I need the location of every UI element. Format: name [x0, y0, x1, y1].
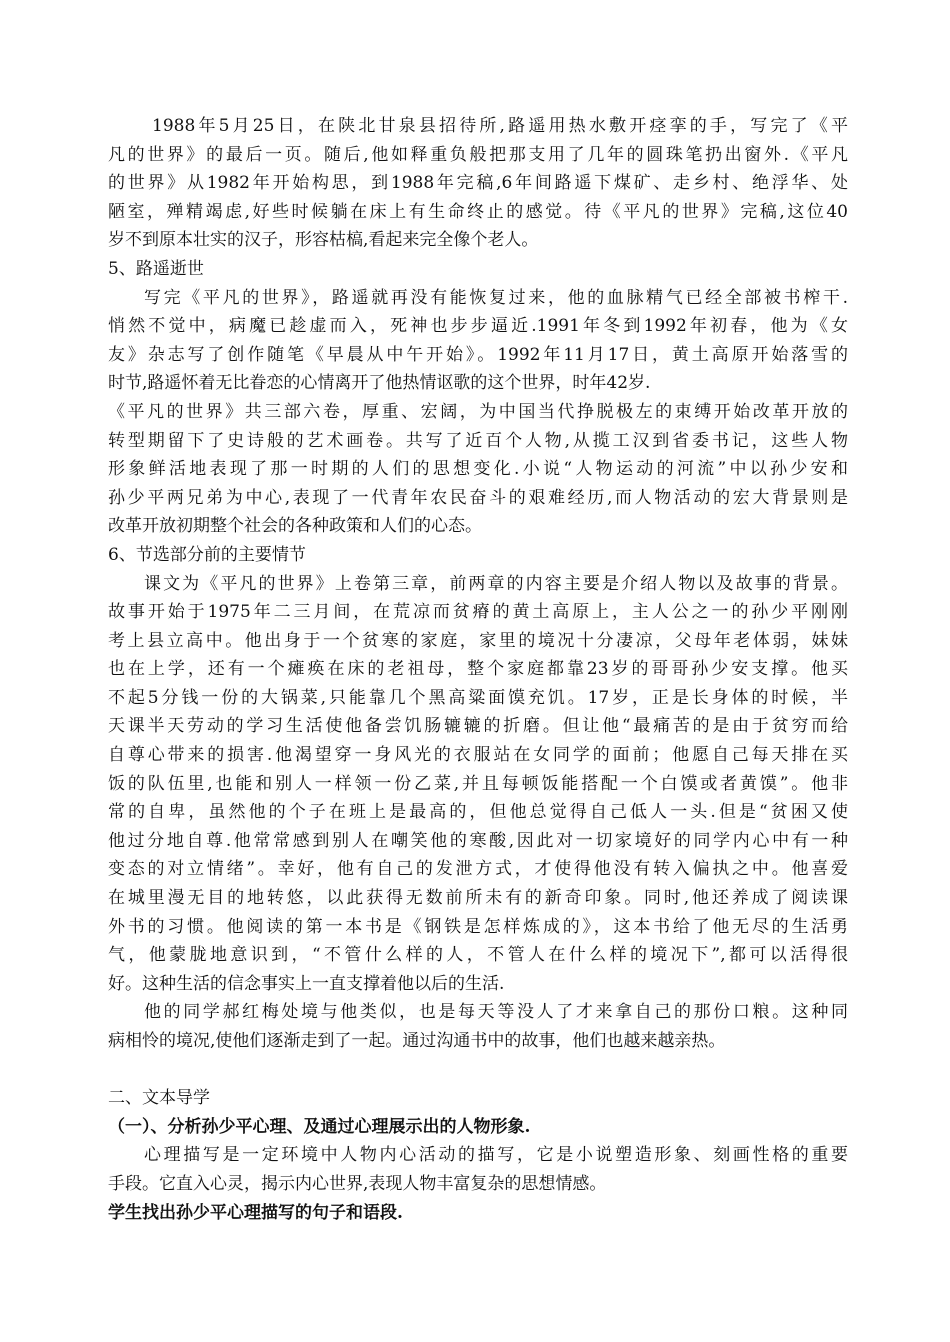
paragraph-line: 变态的对立情绪”。幸好，他有自己的发泄方式，才使得他没有转入偏执之中。他喜爱	[108, 859, 848, 880]
paragraph-line: 友》杂志写了创作随笔《早晨从中午开始》。1992年11月17日，黄土高原开始落雪的	[108, 344, 848, 365]
paragraph-line: 课文为《平凡的世界》上卷第三章，前两章的内容主要是介绍人物以及故事的背景。	[144, 573, 848, 594]
paragraph-line: 1988年5月25日，在陕北甘泉县招待所,路遥用热水敷开痉挛的手，写完了《平	[152, 116, 848, 136]
task-instruction: 学生找出孙少平心理描写的句子和语段.	[108, 1202, 403, 1223]
paragraph-line: 故事开始于1975年二三月间，在荒凉而贫瘠的黄土高原上，主人公之一的孙少平刚刚	[108, 602, 848, 623]
paragraph-line: 写完《平凡的世界》，路遥就再没有能恢复过来，他的血脉精气已经全部被书榨干.	[144, 287, 848, 308]
paragraph-line: 天课半天劳动的学习生活使他备尝饥肠辘辘的折磨。但让他“最痛苦的是由于贫穷而给	[108, 716, 848, 737]
paragraph-line: 陋室，殚精竭虑,好些时候躺在床上有生命终止的感觉。待《平凡的世界》完稿,这位40	[108, 201, 848, 222]
section-heading-2: 二、文本导学	[108, 1088, 210, 1109]
paragraph-line: 好。这种生活的信念事实上一直支撑着他以后的生活.	[108, 973, 505, 994]
paragraph-line: 他的同学郝红梅处境与他类似，也是每天等没人了才来拿自己的那份口粮。这种同	[144, 1002, 848, 1023]
paragraph-line: 考上县立高中。他出身于一个贫寒的家庭，家里的境况十分凄凉，父母年老体弱，妹妹	[108, 630, 848, 651]
paragraph-line: 手段。它直入心灵，揭示内心世界,表现人物丰富复杂的思想情感。	[108, 1173, 607, 1194]
paragraph-line: 岁不到原本壮实的汉子，形容枯槁,看起来完全像个老人。	[108, 230, 539, 251]
paragraph-line: 不起5分钱一份的大锅菜,只能靠几个黑高粱面馍充饥。17岁，正是长身体的时候，半	[108, 687, 848, 708]
paragraph-line: 悄然不觉中，病魔已趁虚而入，死神也步步逼近.1991年冬到1992年初春，他为《女	[108, 316, 848, 337]
paragraph-line: 饭的队伍里,也能和别人一样领一份乙菜,并且每顿饭能搭配一个白馍或者黄馍”。他非	[108, 773, 848, 794]
section-heading-5: 5、路遥逝世	[108, 258, 204, 279]
paragraph-line: 外书的习惯。他阅读的第一本书是《钢铁是怎样炼成的》，这本书给了他无尽的生活勇	[108, 916, 848, 937]
paragraph-line: 形象鲜活地表现了那一时期的人们的思想变化.小说“人物运动的河流”中以孙少安和	[108, 459, 848, 480]
document-page	[108, 112, 848, 1227]
section-heading-6: 6、节选部分前的主要情节	[108, 544, 306, 565]
paragraph-line: 他过分地自尊.他常常感到别人在嘲笑他的寒酸,因此对一切家境好的同学内心中有一种	[108, 830, 848, 851]
paragraph-line: 也在上学，还有一个瘫痪在床的老祖母，整个家庭都靠23岁的哥哥孙少安支撑。他买	[108, 659, 848, 680]
paragraph-line: 心理描写是一定环境中人物内心活动的描写，它是小说塑造形象、刻画性格的重要	[144, 1145, 848, 1166]
paragraph-line: 凡的世界》的最后一页。随后,他如释重负般把那支用了几年的圆珠笔扔出窗外.《平凡	[108, 144, 848, 165]
paragraph-line: 改革开放初期整个社会的各种政策和人们的心态。	[108, 516, 482, 537]
paragraph-line: 气，他蒙胧地意识到，“不管什么样的人，不管人在什么样的境况下”,都可以活得很	[108, 945, 848, 966]
paragraph-line: 自尊心带来的损害.他渴望穿一身风光的衣服站在女同学的面前；他愿自己每天排在买	[108, 745, 848, 766]
paragraph-line: 常的自卑，虽然他的个子在班上是最高的，但他总觉得自己低人一头.但是“贫困又使	[108, 802, 848, 823]
paragraph-line: 的世界》从1982年开始构思，到1988年完稿,6年间路遥下煤矿、走乡村、绝浮华、处	[108, 173, 848, 194]
paragraph-line: 孙少平两兄弟为中心,表现了一代青年农民奋斗的艰难经历,而人物活动的宏大背景则是	[108, 487, 848, 508]
paragraph-line: 转型期留下了史诗般的艺术画卷。共写了近百个人物,从揽工汉到省委书记，这些人物	[108, 430, 848, 451]
paragraph-line: 《平凡的世界》共三部六卷，厚重、宏阔，为中国当代挣脱极左的束缚开始改革开放的	[108, 401, 848, 422]
paragraph-line: 时节,路遥怀着无比眷恋的心情离开了他热情讴歌的这个世界，时年42岁.	[108, 373, 651, 394]
paragraph-line: 病相怜的境况,使他们逐渐走到了一起。通过沟通书中的故事，他们也越来越亲热。	[108, 1031, 726, 1051]
subsection-heading-1: （一）、分析孙少平心理、及通过心理展示出的人物形象.	[108, 1116, 531, 1137]
paragraph-line: 在城里漫无目的地转悠，以此获得无数前所未有的新奇印象。同时,他还养成了阅读课	[108, 888, 848, 909]
blank-line	[108, 1056, 848, 1085]
